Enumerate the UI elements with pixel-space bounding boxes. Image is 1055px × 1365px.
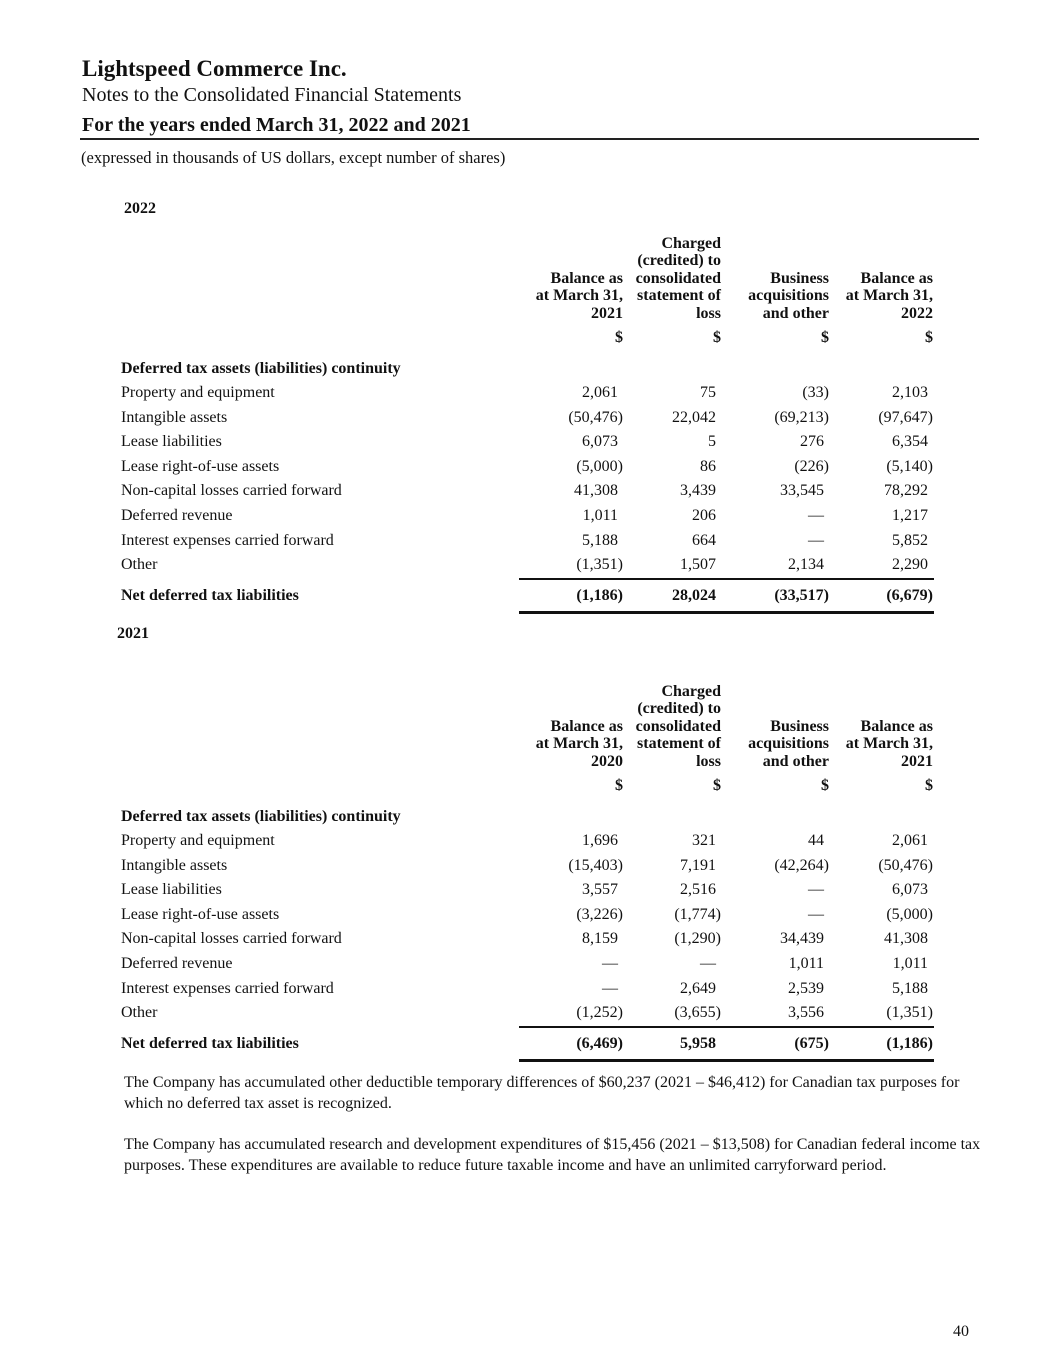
currency-unit: $ [615, 777, 623, 794]
currency-unit: $ [615, 329, 623, 346]
cell-value: (15,403) [568, 856, 623, 874]
company-name: Lightspeed Commerce Inc. [82, 56, 347, 81]
cell-value: — [808, 531, 824, 549]
table-row [121, 1004, 941, 1028]
column-header-line: Charged [661, 682, 721, 700]
column-header-line: 2022 [901, 304, 933, 322]
cell-value: (33,517) [774, 587, 829, 605]
column-header-line: consolidated [635, 717, 721, 735]
cell-value: — [602, 979, 618, 997]
column-header-line: statement of [637, 735, 721, 752]
cell-value: 2,539 [788, 979, 824, 997]
table-row [121, 906, 941, 930]
row-label: Net deferred tax liabilities [121, 1035, 299, 1053]
table-row [121, 955, 941, 979]
column-header [611, 683, 721, 771]
page-number: 40 [953, 1323, 969, 1340]
cell-value: 86 [700, 457, 716, 475]
table-row [121, 556, 941, 580]
section-title: Deferred tax assets (liabilities) continuity [121, 360, 401, 377]
column-header-line: (credited) to [637, 700, 721, 717]
column-header-line: Business [770, 717, 829, 735]
cell-value: 2,061 [892, 832, 928, 849]
column-header [611, 235, 721, 323]
cell-value: — [808, 905, 824, 923]
currency-unit: $ [713, 329, 721, 346]
column-header-line: consolidated [635, 269, 721, 287]
column-header-line: Business [770, 269, 829, 287]
cell-value: (69,213) [774, 408, 829, 426]
cell-value: 2,516 [680, 881, 716, 899]
column-header-line: 2021 [901, 752, 933, 770]
reporting-period: For the years ended March 31, 2022 and 2021 [82, 114, 471, 136]
row-label: Other [121, 1004, 158, 1022]
row-label: Deferred revenue [121, 507, 233, 524]
total-rule [519, 611, 934, 614]
row-label: Non-capital losses carried forward [121, 482, 342, 500]
cell-value: 3,557 [582, 881, 618, 899]
table-row [121, 980, 941, 1004]
cell-value: 78,292 [884, 482, 928, 500]
cell-value: 1,011 [788, 955, 824, 972]
table-row [121, 482, 941, 506]
cell-value: 2,290 [892, 556, 928, 574]
cell-value: 6,354 [892, 433, 928, 451]
table-row [121, 857, 941, 881]
currency-unit: $ [713, 777, 721, 794]
cell-value: 321 [692, 832, 716, 849]
document-subtitle: Notes to the Consolidated Financial Statements [82, 84, 462, 106]
note-paragraph-2: The Company has accumulated research and development expenditures of $15,456 (2021 – $13,508) for Canadian federal income tax purposes. These expenditures are available to reduce future taxable income and have an unlimited carryforward period. [124, 1136, 981, 1174]
currency-unit: $ [821, 777, 829, 794]
column-header [719, 270, 829, 323]
column-header-line: (credited) to [637, 252, 721, 269]
total-row [121, 587, 941, 611]
total-rule [519, 1059, 934, 1062]
currency-unit: $ [925, 777, 933, 794]
column-header-line: 2021 [591, 304, 623, 322]
row-label: Lease right-of-use assets [121, 905, 280, 923]
row-label: Other [121, 556, 158, 574]
cell-value: — [700, 955, 716, 972]
column-header-line: Balance as [550, 269, 623, 287]
column-header [503, 270, 623, 323]
cell-value: (5,140) [886, 457, 933, 475]
row-label: Non-capital losses carried forward [121, 930, 342, 948]
currency-unit: $ [925, 329, 933, 346]
cell-value: (6,469) [576, 1035, 623, 1053]
column-header-line: loss [696, 304, 721, 322]
note-paragraph-1: The Company has accumulated other deductible temporary differences of $60,237 (2021 – $46,412) for Canadian tax purposes for which no deferred tax asset is recognized. [124, 1074, 960, 1112]
column-header-line: Balance as [860, 269, 933, 287]
cell-value: (33) [802, 384, 829, 401]
column-header-line: statement of [637, 287, 721, 304]
table-year-heading: 2021 [117, 625, 149, 642]
column-header-line: at March 31, [535, 735, 623, 752]
column-header-line: acquisitions [748, 287, 829, 304]
column-header-line: Balance as [860, 717, 933, 735]
table-year-heading: 2022 [124, 200, 156, 217]
cell-value: 276 [800, 433, 824, 451]
cell-value: (675) [794, 1035, 829, 1053]
row-label: Lease liabilities [121, 881, 222, 899]
cell-value: (3,226) [576, 905, 623, 923]
row-label: Interest expenses carried forward [121, 531, 334, 549]
row-label: Intangible assets [121, 856, 228, 874]
cell-value: 6,073 [582, 433, 618, 451]
cell-value: 3,439 [680, 482, 716, 500]
cell-value: 7,191 [680, 856, 716, 874]
cell-value: (1,774) [674, 905, 721, 923]
row-label: Lease right-of-use assets [121, 457, 280, 475]
total-row [121, 1035, 941, 1059]
cell-value: 8,159 [582, 930, 618, 948]
cell-value: 206 [692, 507, 716, 524]
cell-value: 44 [808, 832, 824, 849]
currency-note: (expressed in thousands of US dollars, except number of shares) [81, 148, 506, 167]
column-header-line: and other [762, 752, 829, 770]
cell-value: 22,042 [672, 408, 716, 426]
column-header [823, 270, 933, 323]
cell-value: 6,073 [892, 881, 928, 899]
cell-value: (5,000) [576, 457, 623, 475]
cell-value: (226) [794, 457, 829, 475]
row-label: Lease liabilities [121, 433, 222, 451]
subtotal-rule [519, 1026, 934, 1028]
table-row [121, 832, 941, 856]
table-row [121, 409, 941, 433]
table-row [121, 881, 941, 905]
column-header-line: acquisitions [748, 735, 829, 752]
cell-value: 5,188 [892, 979, 928, 997]
cell-value: — [808, 881, 824, 899]
column-header-line: at March 31, [845, 287, 933, 304]
cell-value: 2,649 [680, 979, 716, 997]
cell-value: 5,188 [582, 531, 618, 549]
cell-value: (1,351) [886, 1004, 933, 1022]
row-label: Property and equipment [121, 384, 275, 401]
table-row [121, 458, 941, 482]
column-header-line: Balance as [550, 717, 623, 735]
column-header [823, 718, 933, 771]
row-label: Interest expenses carried forward [121, 979, 334, 997]
cell-value: 34,439 [780, 930, 824, 948]
cell-value: — [602, 955, 618, 972]
cell-value: (5,000) [886, 905, 933, 923]
row-label: Intangible assets [121, 408, 228, 426]
cell-value: 28,024 [672, 587, 716, 605]
cell-value: 33,545 [780, 482, 824, 500]
column-header-line: 2020 [591, 752, 623, 770]
currency-unit: $ [821, 329, 829, 346]
cell-value: (1,252) [576, 1004, 623, 1022]
cell-value: 1,011 [582, 507, 618, 524]
cell-value: (42,264) [774, 856, 829, 874]
column-header-line: at March 31, [535, 287, 623, 304]
cell-value: (97,647) [878, 408, 933, 426]
row-label: Net deferred tax liabilities [121, 587, 299, 605]
cell-value: 1,696 [582, 832, 618, 849]
column-header-line: Charged [661, 234, 721, 252]
column-header [503, 718, 623, 771]
table-row [121, 930, 941, 954]
table-row [121, 433, 941, 457]
cell-value: (1,186) [576, 587, 623, 605]
cell-value: (1,186) [886, 1035, 933, 1053]
cell-value: 1,217 [892, 507, 928, 524]
cell-value: — [808, 507, 824, 524]
table-row [121, 532, 941, 556]
cell-value: (50,476) [878, 856, 933, 874]
cell-value: 41,308 [884, 930, 928, 948]
subtotal-rule [519, 578, 934, 580]
cell-value: 5,958 [680, 1035, 716, 1053]
cell-value: 1,011 [892, 955, 928, 972]
column-header [719, 718, 829, 771]
cell-value: (6,679) [886, 587, 933, 605]
cell-value: 2,103 [892, 384, 928, 401]
cell-value: 3,556 [788, 1004, 824, 1022]
cell-value: 2,134 [788, 556, 824, 574]
cell-value: (50,476) [568, 408, 623, 426]
cell-value: (1,351) [576, 556, 623, 574]
row-label: Property and equipment [121, 832, 275, 849]
table-row [121, 507, 941, 531]
row-label: Deferred revenue [121, 955, 233, 972]
cell-value: 5,852 [892, 531, 928, 549]
section-title: Deferred tax assets (liabilities) continuity [121, 808, 401, 825]
cell-value: 41,308 [574, 482, 618, 500]
cell-value: (3,655) [674, 1004, 721, 1022]
cell-value: 75 [700, 384, 716, 401]
cell-value: 664 [692, 531, 716, 549]
cell-value: 5 [708, 433, 716, 451]
cell-value: (1,290) [674, 930, 721, 948]
cell-value: 2,061 [582, 384, 618, 401]
table-row [121, 384, 941, 408]
cell-value: 1,507 [680, 556, 716, 574]
column-header-line: at March 31, [845, 735, 933, 752]
column-header-line: loss [696, 752, 721, 770]
header-divider [80, 138, 979, 140]
column-header-line: and other [762, 304, 829, 322]
